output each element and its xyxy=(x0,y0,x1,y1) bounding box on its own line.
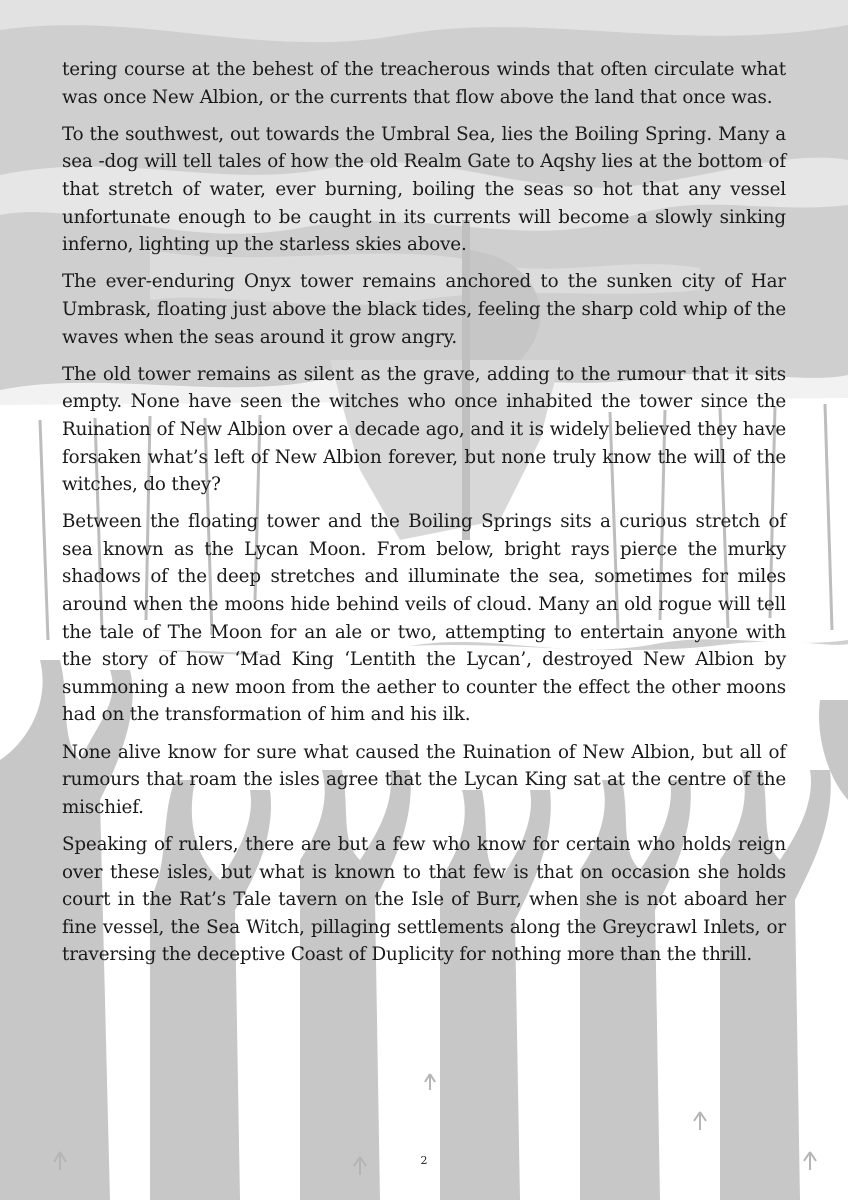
paragraph: The old tower remains as silent as the grave, adding to the rumour that it sits empty. None have seen the witches who once inhabited the tower since the Ruination of New Albion over a decade ago, and it is widely believed they have forsaken what’s left of New Albion forever, but none truly know the will of the witches, do they? xyxy=(62,363,786,496)
page-number: 2 xyxy=(420,1154,428,1167)
paragraph: The ever-enduring Onyx tower remains anchored to the sunken city of Har Umbrask, floating just above the black tides, feeling the sharp cold whip of the waves when the seas around it grow angry. xyxy=(62,271,786,348)
paragraph: Between the floating tower and the Boiling Springs sits a curious stretch of sea known as the Lycan Moon. From below, bright rays pierce the murky shadows of the deep stretches and illuminate the sea, sometimes for miles around when the moons hide behind veils of cloud. Many an old rogue will tell the tale of The Moon for an ale or two, attempting to entertain anyone with the story of how ‘Mad King ‘Lentith the Lycan’, destroyed New Albion by summoning a new moon from the aether to counter the effect the other moons had on the transformation of him and his ilk. xyxy=(62,511,786,726)
paragraph: Speaking of rulers, there are but a few who know for certain who holds reign over these isles, but what is known to that few is that on occasion she holds court in the Rat’s Tale tavern on the Isle of Burr, when she is not aboard her fine vessel, the Sea Witch, pillaging settlements along the Greycrawl Inlets, or traversing the deceptive Coast of Duplicity for nothing more than the thrill. xyxy=(62,834,786,966)
body-text xyxy=(62,56,786,979)
paragraph: None alive know for sure what caused the Ruination of New Albion, but all of rumours that roam the isles agree that the Lycan King sat at the centre of the mischief. xyxy=(62,741,786,818)
sky-streak xyxy=(0,0,848,42)
paragraph: tering course at the behest of the treacherous winds that often circulate what was once New Albion, or the currents that flow above the land that once was. xyxy=(62,59,786,108)
paragraph: To the southwest, out towards the Umbral Sea, lies the Boiling Spring. Many a sea -dog will tell tales of how the old Realm Gate to Aqshy lies at the bottom of that stretch of water, ever burning, boiling the seas so hot that any vessel unfortunate enough to be caught in its currents will become a slowly sinking inferno, lighting up the starless skies above. xyxy=(62,123,786,256)
